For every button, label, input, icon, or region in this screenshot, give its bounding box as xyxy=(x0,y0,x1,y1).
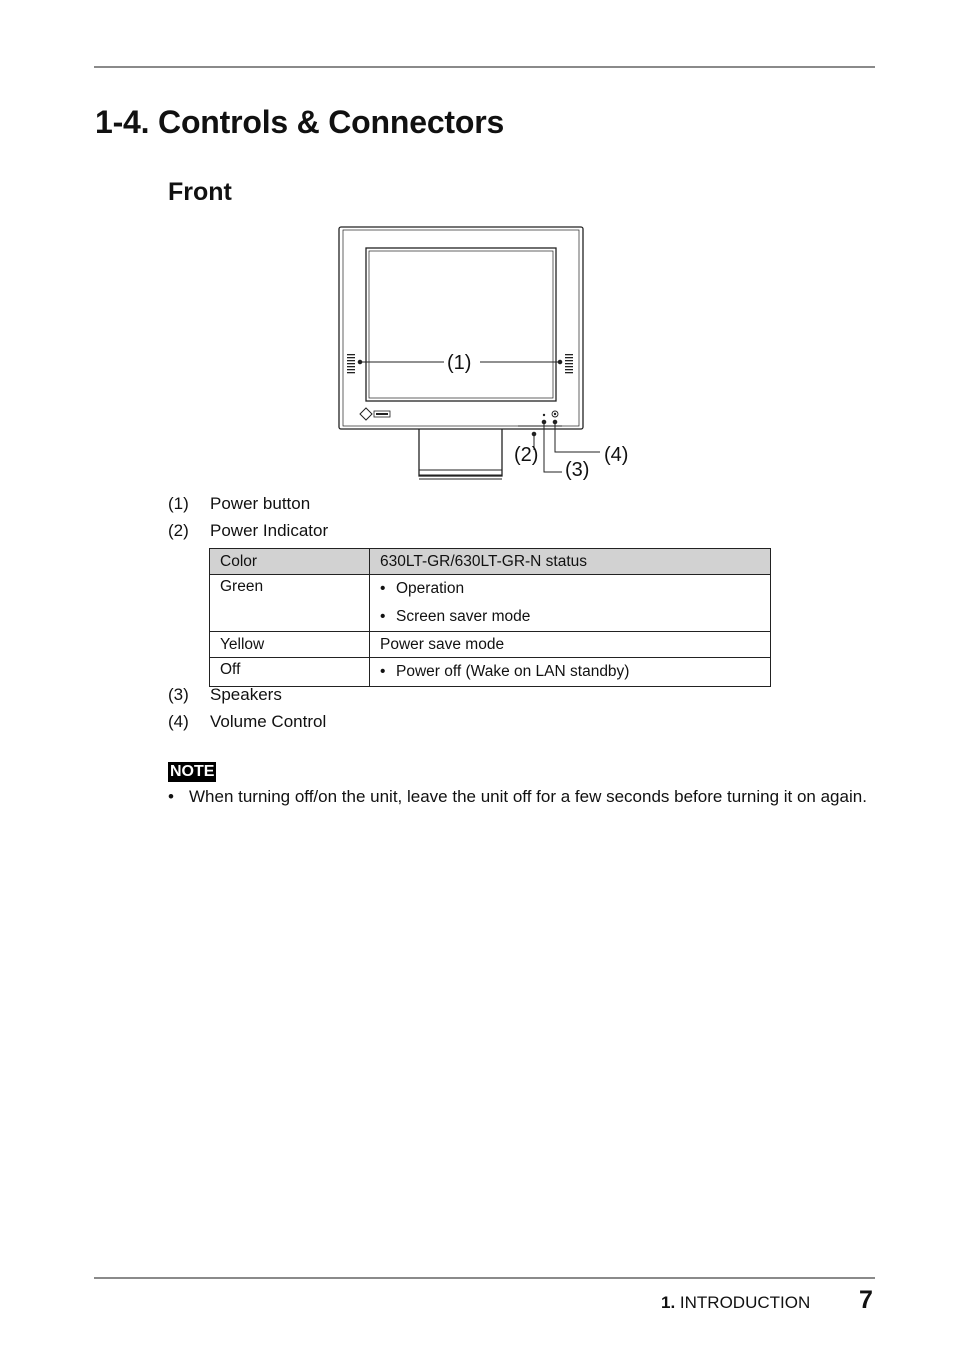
item-number: (4) xyxy=(168,712,189,731)
color-cell: Green xyxy=(210,575,370,632)
table-row xyxy=(210,632,771,658)
color-cell: Yellow xyxy=(210,632,370,658)
top-rule xyxy=(94,66,875,68)
item-label: Power button xyxy=(210,494,311,513)
list-item xyxy=(168,685,282,705)
callout-2: (2) xyxy=(514,444,539,466)
monitor-front-diagram xyxy=(330,220,640,485)
page-title: 1-4. Controls & Connectors xyxy=(95,104,505,140)
list-item xyxy=(168,521,328,541)
list-item xyxy=(168,712,326,732)
item-label: Power Indicator xyxy=(210,521,329,540)
callout-4: (4) xyxy=(604,444,629,466)
section-title: Front xyxy=(168,178,232,206)
list-item xyxy=(168,494,310,514)
note-body: When turning off/on the unit, leave the unit off for a few seconds before turning it on again. xyxy=(189,787,867,806)
table-header-cell: Color xyxy=(210,549,370,575)
table-header-row xyxy=(210,549,771,575)
note-badge: NOTE xyxy=(170,763,215,780)
page-number: 7 xyxy=(859,1286,873,1314)
table-header-cell: 630LT-GR/630LT-GR-N status xyxy=(370,549,771,575)
item-number: (1) xyxy=(168,494,189,513)
monitor-stand xyxy=(419,428,502,479)
footer-chapter-number: 1. xyxy=(661,1293,676,1312)
bottom-rule xyxy=(94,1277,875,1279)
table-row xyxy=(210,575,771,632)
monitor-screen xyxy=(366,248,556,401)
bullet-icon: • xyxy=(380,663,386,680)
bullet-icon: • xyxy=(380,608,386,625)
callout-1: (1) xyxy=(447,352,472,374)
footer-chapter-name: INTRODUCTION xyxy=(679,1293,811,1312)
item-label: Volume Control xyxy=(210,712,327,731)
table-row xyxy=(210,658,771,687)
power-indicator-table xyxy=(209,548,771,687)
status-cell: • Operation • Screen saver mode xyxy=(370,575,771,632)
item-number: (2) xyxy=(168,521,189,540)
footer-chapter xyxy=(661,1293,810,1313)
bullet-icon: • xyxy=(168,787,174,806)
item-label: Speakers xyxy=(210,685,282,704)
color-cell: Off xyxy=(210,658,370,687)
bullet-icon: • xyxy=(380,580,386,597)
callout-3: (3) xyxy=(565,459,590,481)
status-cell: Power save mode xyxy=(370,632,771,658)
status-cell: • Power off (Wake on LAN standby) xyxy=(370,658,771,687)
note-text xyxy=(168,786,878,807)
item-number: (3) xyxy=(168,685,189,704)
